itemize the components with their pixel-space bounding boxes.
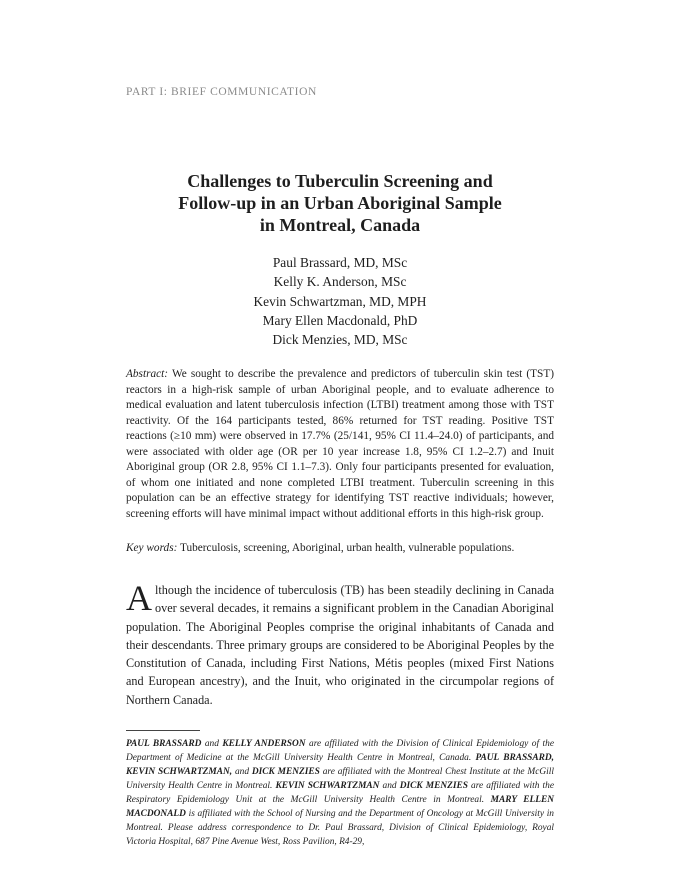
author-affiliations-footnote [126,737,554,849]
footnote-text: are affiliated with the Respiratory Epidemiology Unit at the McGill University Health Centre in Montreal. [126,781,554,805]
body-text: lthough the incidence of tuberculosis (TB) has been steadily declining in Canada over several decades, it remains a significant problem in the Canadian Aboriginal population. The Aboriginal Peoples comprise the original inhabitants of Canada and their descendants. Three primary groups are considered to be Aboriginal Peoples by the Constitution of Canada, including First Nations, Métis peoples (mixed First Nations and European ancestry), and the Inuit, who originated in the circumpolar regions of Northern Canada. [126,583,554,707]
keywords-label: Key words: [126,542,178,554]
footnote-author-name: MARY ELLEN MACDONALD [126,795,555,819]
section-label: PART I: BRIEF COMMUNICATION [126,86,317,98]
footnote-author-name: DICK MENZIES [399,781,468,791]
footnote-author-name: DICK MENZIES [251,767,320,777]
title-line: Challenges to Tuberculin Screening and [187,171,493,191]
footnote-text: and [379,781,400,791]
author-name: Dick Menzies, MD, MSc [272,332,408,348]
footnote-text: and [201,739,223,749]
abstract-label: Abstract: [126,368,169,380]
footnote-author-name: KEVIN SCHWARTZMAN [275,781,380,791]
author-name: Kelly K. Anderson, MSc [273,274,407,290]
abstract [126,367,554,522]
keywords-text: Tuberculosis, screening, Aboriginal, urban health, vulnerable populations. [177,542,515,554]
article-title [126,170,554,236]
keywords [126,541,554,557]
author-list [126,253,554,349]
author-name: Kevin Schwartzman, MD, MPH [253,293,427,309]
abstract-text: We sought to describe the prevalence and predictors of tuberculin skin test (TST) reactors in a high-risk sample of urban Aboriginal people, and to evaluate adherence to medical evaluation and latent tuberculosis infection (LTBI) treatment among those with TST reactivity. Of the 164 participants tested, 86% returned for TST reading. Positive TST reactions (≥10 mm) were observed in 17.7% (25/141, 95% CI 11.4–24.0) of participants, and were associated with older age (OR per 10 year increase 1.8, 95% CI 1.2–2.7) and Inuit Aboriginal group (OR 2.8, 95% CI 1.1–7.3). Only four participants presented for evaluation, of whom one initiated and none completed LTBI treatment. Tuberculin screening in this population can be an effective strategy for identifying TST reactive individuals; however, screening efforts will have minimal impact without additional efforts in this high-risk group. [126,368,554,520]
author-name: Mary Ellen Macdonald, PhD [262,312,418,328]
body-paragraph [126,578,554,709]
footnote-text: is affiliated with the School of Nursing and the Department of Oncology at McGill University in Montreal. Please address correspondence to Dr. Paul Brassard, Division of Clinical Epidemiology, Royal Victoria Hospital, 687 Pine Avenue West, Ross Pavilion, R4-29, [126,809,554,847]
footnote-text: and [232,767,252,777]
author-name: Paul Brassard, MD, MSc [272,255,408,270]
footnote-author-name: PAUL BRASSARD, KEVIN SCHWARTZMAN, [126,753,554,777]
footnote-author-name: PAUL BRASSARD [126,739,202,749]
footnote-text: are affiliated with the Montreal Chest Institute at the McGill University Health Centre in Montreal. [126,767,554,791]
title-line: Follow-up in an Urban Aboriginal Sample [178,193,502,213]
drop-cap: A [126,578,152,618]
footnote-author-name: KELLY ANDERSON [222,739,306,749]
title-line: in Montreal, Canada [259,215,421,235]
footnote-text: are affiliated with the Division of Clinical Epidemiology of the Department of Medicine at the McGill University Health Centre in Montreal, Canada. [126,739,554,763]
footnote-divider [126,730,200,731]
